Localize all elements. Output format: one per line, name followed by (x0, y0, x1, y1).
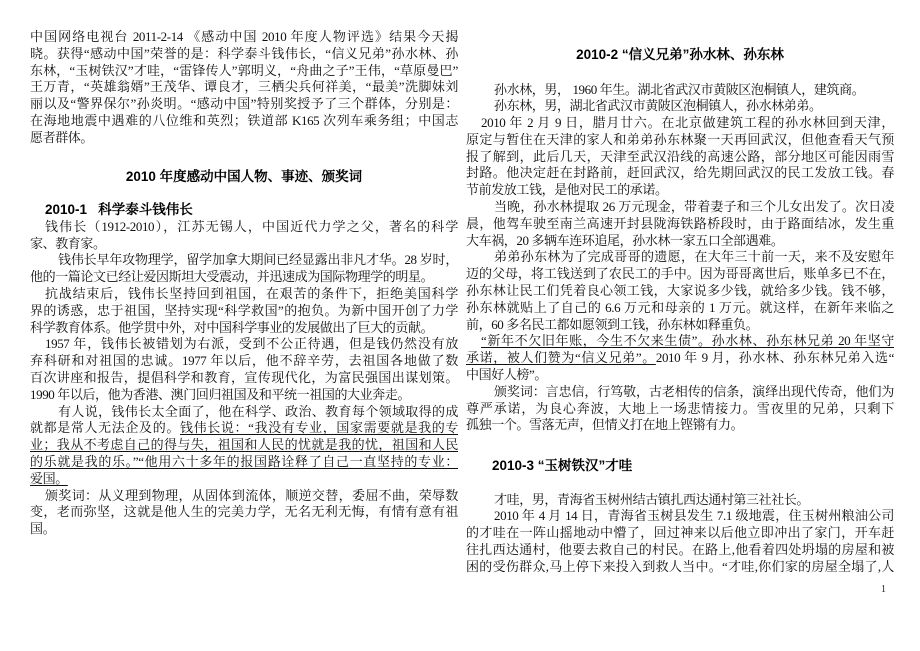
underlined-text: “新年不欠旧年账，今生不欠来生债”。孙水林、孙东林兄弟 20 年坚守 (481, 333, 894, 349)
text-line: 弃科研和对祖国的忠诚。1977 年以后，他不辞辛劳，去祖国各地做了数 (30, 353, 458, 369)
entry-2010-2 (466, 82, 894, 435)
text-line: 孙东林就贴上了自己的 6.6 万元和母亲的 1 万元。就这样，在新年来临之 (466, 299, 894, 315)
entry-title: 2010-1 科学泰斗钱伟长 (45, 202, 193, 217)
paragraph (466, 508, 894, 575)
paragraph (30, 252, 458, 286)
page-number: 1 (881, 584, 886, 595)
text-line: 家、教育家。 (30, 235, 106, 251)
text-line: 报了解到，此后几天，天津至武汉沿线的高速公路，部分地区可能因雨雪 (466, 148, 894, 164)
paragraph (30, 404, 458, 488)
text-line: 弟弟孙东林为了完成哥哥的遗愿，在大年三十前一天，来不及安慰年 (494, 249, 894, 265)
text-line: 晓。获得“感动中国”荣誉的是：科学泰斗钱伟长，“信义兄弟”孙水林、孙 (30, 45, 458, 61)
text-line: 晨，他驾车驶至南兰高速开封县陇海铁路桥段时，由于路面结冰，发生重 (466, 215, 894, 231)
text-line: 节前发放工钱，是他对民工的承诺。 (466, 182, 668, 198)
text-line: 的才哇在一阵山摇地动中懵了，回过神来以后他立即冲出了家门，开车赶 (466, 525, 894, 541)
entry-2010-1 (30, 202, 458, 538)
text-line: 原定与暂住在天津的家人和弟弟孙东林聚一天再回武汉，但他查看天气预 (466, 131, 894, 147)
award-citation-paragraph (30, 488, 458, 538)
text-line: 尊严承诺，为良心奔波，大地上一场悲情接力。雪夜里的兄弟，只剩下 (466, 400, 894, 416)
left-column (30, 0, 458, 651)
section-heading: 2010 年度感动中国人物、事迹、颁奖词 (125, 169, 363, 184)
paragraph (30, 219, 458, 253)
text-line (30, 454, 458, 471)
text-line (30, 437, 458, 454)
text-line: 承诺，被人们赞为“信义兄弟”。2010 年 9 月，孙水林、孙东林兄弟入选“ (466, 350, 894, 366)
text-line: 颁奖词：从义理到物理，从固体到流体，顺逆交替，委屈不曲，荣辱数 (45, 487, 458, 503)
paragraph (466, 199, 894, 249)
text-line: 东林，“玉树铁汉”才哇，“雷锋传人”郭明义，“舟曲之子”王伟，“草原曼巴” (30, 62, 458, 78)
paragraph (466, 333, 894, 383)
paragraph (30, 336, 458, 403)
text-line: 才哇，男，青海省玉树州结古镇扎西达通村第三社社长。 (494, 491, 810, 507)
intro-paragraph (30, 29, 458, 147)
text-line: 2010 年 4 月 14 日，青海省玉树县发生 7.1 级地震，住玉树州粮油公司 (494, 508, 894, 524)
text-line: 孙东林，男，湖北省武汉市黄陂区泡桐镇人，孙水林弟弟。 (494, 98, 822, 114)
text-line: 有人说，钱伟长太全面了，他在科学、政治、教育每个领域取得的成 (58, 403, 458, 419)
underlined-text: 钱伟长说：“我没有专业，国家需要就是我的专 (179, 420, 458, 436)
text-line: 丽以及“警界保尔”孙炎明。“感动中国”特别奖授予了三个群体，分别是： (30, 96, 458, 112)
text-line: 界的诱惑，忠于祖国，坚持实现“科学救国”的抱负。为新中国开创了力学 (30, 302, 458, 318)
text-line: 百次讲座和报告，提倡科学和教育，宣传现代化，为富民强国出谋划策。 (30, 369, 458, 385)
paragraph (466, 98, 894, 115)
underlined-text: 爱国。 (30, 470, 68, 486)
text-line: 就都是常人无法企及的。钱伟长说：“我没有专业，国家需要就是我的专 (30, 420, 458, 436)
text-line: 王万青，“英雄翁婿”王茂华、谭良才，三栖尖兵何祥美，“最美”洗脚妹刘 (30, 79, 458, 95)
text-line: 愿者群体。 (30, 129, 94, 145)
text-line: 困的受伤群众,马上停下来投入到救人当中。“才哇,你们家的房屋全塌了,人 (466, 558, 894, 574)
text-line (30, 471, 458, 488)
underlined-text: 的乐就是我的乐。”“他用六十多年的报国路诠释了自己一直坚持的专业： (30, 453, 458, 469)
text-line: 中国好人榜”。 (466, 367, 547, 383)
text-line: 孙东林让民工们凭着良心领工钱，大家说多少钱，就给多少钱。钱不够， (466, 283, 894, 299)
text-line: 2010 年 2 月 9 日，腊月廿六。在北京做建筑工程的孙水林回到天津， (481, 115, 894, 131)
text-line: 他的一篇论文已经让爱因斯坦大受震动，并迅速成为国际物理学的明星。 (30, 269, 434, 285)
award-citation-paragraph (466, 384, 894, 434)
text-line: 孙水林，男， 1960 年生。湖北省武汉市黄陂区泡桐镇人，建筑商。 (494, 81, 865, 97)
text-line: 迈的父母，将工钱送到了农民工的手中。因为哥哥离世后，账单多已不在， (466, 266, 894, 282)
right-column (466, 0, 894, 651)
text-line: 变，老而弥坚，这就是他人生的完美力学，无名无利无悔，有情有意有祖 (30, 504, 458, 520)
text-line (466, 333, 894, 350)
paragraph (30, 286, 458, 336)
text-line: 钱伟长早年攻物理学，留学加拿大期间已经显露出非凡才华。28 岁时， (58, 252, 458, 268)
entry-title: 2010-2 “信义兄弟”孙水林、孙东林 (576, 47, 784, 62)
text-line: 前，60 多名民工都如愿领到工钱，孙东林如释重负。 (466, 316, 759, 332)
text-line: 1957 年，钱伟长被错划为右派，受到不公正待遇，但是钱仍然没有放 (45, 336, 458, 352)
paragraph (466, 115, 894, 199)
text-line: 钱伟长（1912-2010），江苏无锡人，中国近代力学之父，著名的科学 (45, 218, 458, 234)
text-line: 往扎西达通村，他要去救自己的村民。在路上,他看着四处坍塌的房屋和被 (466, 541, 894, 557)
text-line: 大车祸，20 多辆车连环追尾，孙水林一家五口全部遇难。 (466, 232, 784, 248)
entry-title: 2010-3 “玉树铁汉”才哇 (492, 457, 633, 473)
text-line: 抗战结束后，钱伟长坚持回到祖国，在艰苦的条件下，拒绝美国科学 (45, 285, 458, 301)
text-line: 中国网络电视台 2011-2-14 《感动中国 2010 年度人物评选》结果今天揭 (30, 29, 458, 44)
paragraph (466, 82, 894, 99)
underlined-text: 业；我从不考虑自己的得与失，祖国和人民的忧就是我的忧，祖国和人民 (30, 437, 458, 453)
text-line: 孤独一个。雪落无声，但情义打在地上铿锵有力。 (466, 417, 744, 433)
text-line: 在海地地震中遇难的八位维和英烈；铁道部 K165 次列车乘务组；中国志 (30, 112, 458, 128)
text-line: 国。 (30, 521, 56, 537)
text-line: 科学教育体系。他学贯中外，对中国科学事业的发展做出了巨大的贡献。 (30, 319, 434, 335)
text-line: 当晚，孙水林提取 26 万元现金，带着妻子和三个儿女出发了。次日凌 (494, 199, 894, 215)
paragraph (466, 492, 894, 509)
underlined-text: 承诺，被人们赞为“信义兄弟”。 (466, 350, 656, 366)
entry-2010-3 (466, 492, 894, 576)
text-line: 颁奖词：言忠信，行笃敬，古老相传的信条，演绎出现代传奇，他们为 (494, 383, 894, 399)
paragraph (466, 249, 894, 333)
text-line: 1990 年以后，他为香港、澳门回归祖国及和平统一祖国的大业奔走。 (30, 386, 411, 402)
text-line: 封路。他决定赶在封路前，赶回武汉，给先期回武汉的民工发放工钱。春 (466, 165, 894, 181)
